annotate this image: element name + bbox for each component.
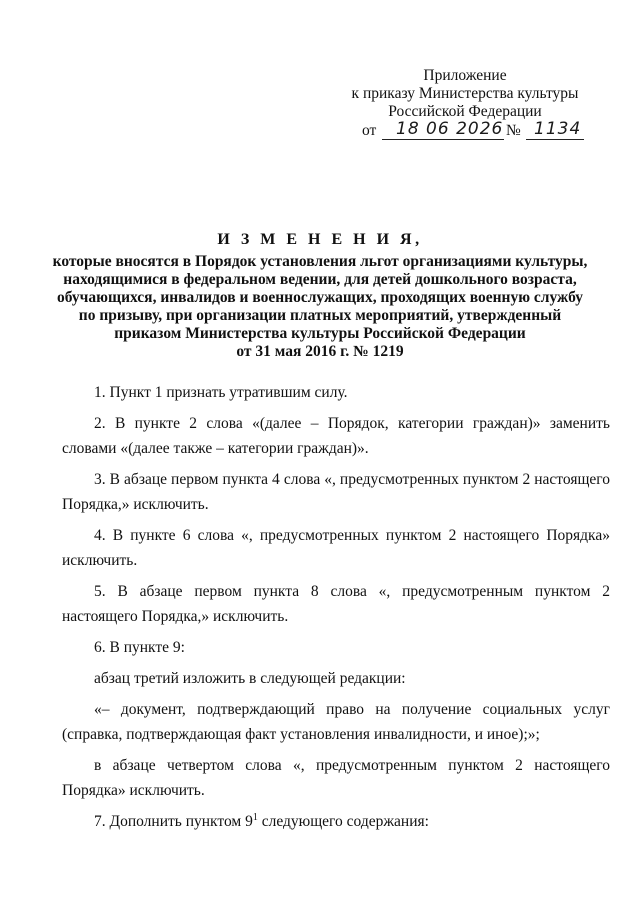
document-heading <box>40 230 600 361</box>
item-7-superscript: 1 <box>252 811 258 823</box>
item-4: 4. В пункте 6 слова «, предусмотренных пунктом 2 настоящего Порядка» исключить. <box>62 527 610 569</box>
heading-line: от 31 мая 2016 г. № 1219 <box>236 343 404 360</box>
item-6: 6. В пункте 9: <box>94 639 185 656</box>
number-label: № <box>506 122 521 139</box>
appendix-block <box>330 67 600 121</box>
heading-line: по призыву, при организации платных мероприятий, утвержденный <box>78 307 562 324</box>
heading-line: обучающихся, инвалидов и военнослужащих, проходящих военную службу <box>56 289 583 306</box>
appendix-title: Приложение <box>423 67 507 84</box>
date-underline <box>382 139 504 140</box>
item-6-paragraph: абзац третий изложить в следующей редакции: <box>94 670 406 687</box>
number-underline <box>526 139 584 140</box>
handwritten-date: 18 06 2026 <box>396 119 504 139</box>
item-7 <box>62 809 610 834</box>
appendix-ministry: Российской Федерации <box>388 103 542 120</box>
item-3: 3. В абзаце первом пункта 4 слова «, предусмотренных пунктом 2 настоящего Порядка,» исключить. <box>62 471 610 513</box>
item-7-text: 7. Дополнить пунктом 9 <box>94 813 253 830</box>
heading-line: находящимися в федеральном ведении, для детей дошкольного возраста, <box>63 271 577 288</box>
heading-title: И З М Е Н Е Н И Я, <box>217 231 423 248</box>
from-label: от <box>362 122 377 139</box>
item-5: 5. В абзаце первом пункта 8 слова «, предусмотренным пунктом 2 настоящего Порядка,» исключить. <box>62 583 610 625</box>
item-6-paragraph: в абзаце четвертом слова «, предусмотренным пунктом 2 настоящего Порядка» исключить. <box>62 757 610 799</box>
item-7-text-end: следующего содержания: <box>257 813 429 830</box>
heading-line: приказом Министерства культуры Российской Федерации <box>114 325 526 342</box>
document-body <box>62 380 610 840</box>
order-date-number <box>362 121 602 141</box>
item-6-quote: «– документ, подтверждающий право на получение социальных услуг (справка, подтверждающая факт установления инвалидности, и иное);»; <box>62 701 610 743</box>
heading-line: которые вносятся в Порядок установления льгот организациями культуры, <box>52 253 588 270</box>
appendix-order-ref: к приказу Министерства культуры <box>351 85 579 102</box>
item-2: 2. В пункте 2 слова «(далее – Порядок, категории граждан)» заменить словами «(далее также – категории граждан)». <box>62 415 610 457</box>
handwritten-number: 1134 <box>534 119 582 139</box>
item-1: 1. Пункт 1 признать утратившим силу. <box>94 384 348 401</box>
